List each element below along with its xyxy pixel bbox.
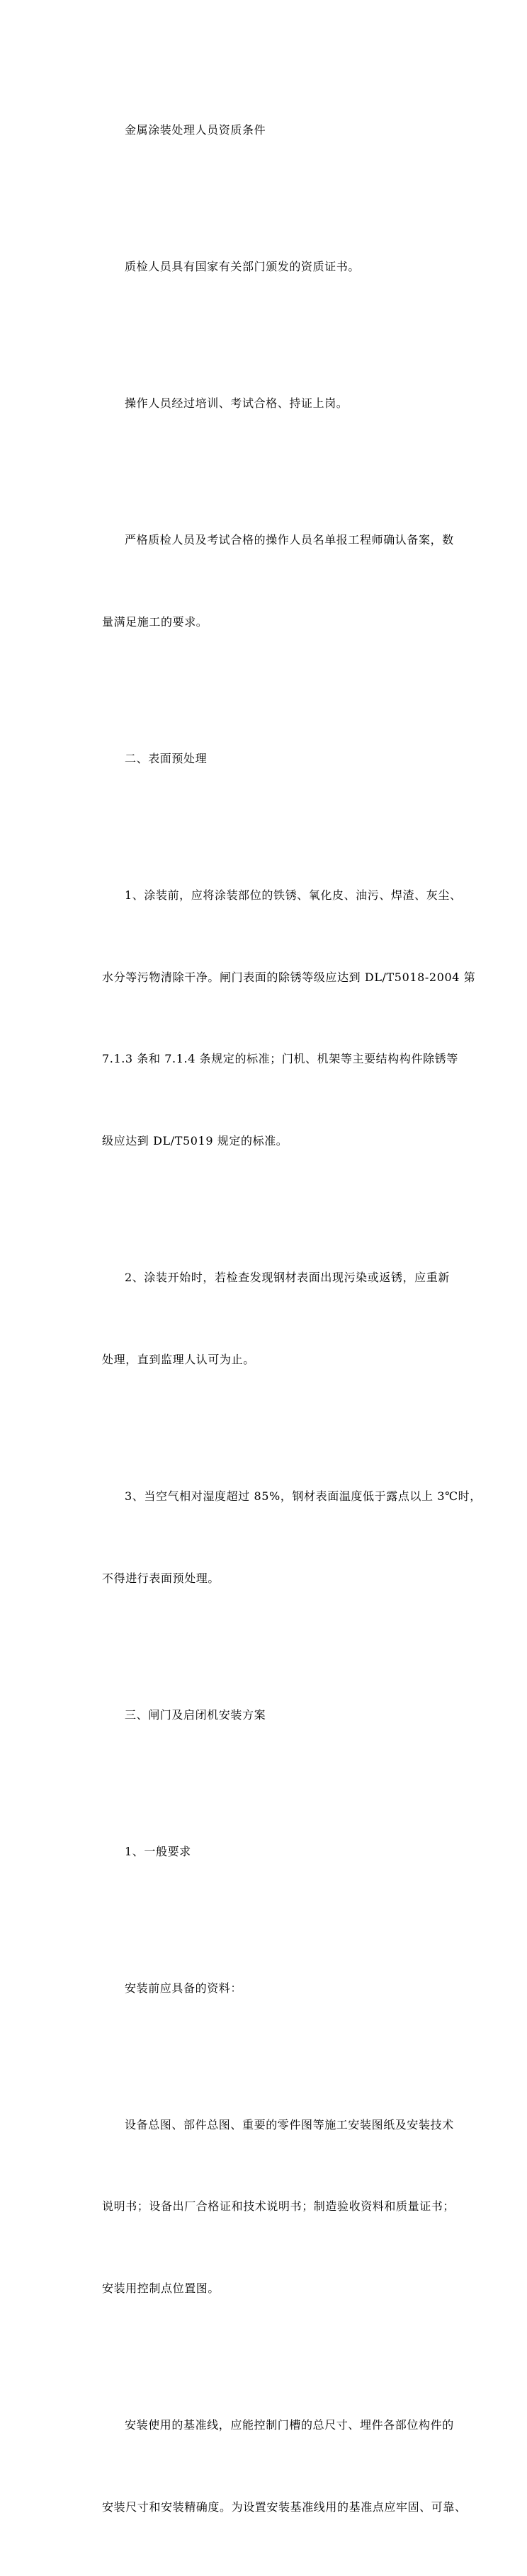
text-line: 处理，直到监理人认可为止。 — [102, 1352, 255, 1366]
section-heading-surface-pretreatment — [79, 691, 448, 828]
subsection-heading-general-requirements — [79, 1783, 448, 1920]
text-line: 安装用控制点位置图。 — [102, 2282, 220, 2296]
paragraph-pretreatment-item-3 — [79, 1429, 482, 1647]
paragraph-staff-list-filing — [79, 472, 454, 691]
text-line: 水分等污物清除干净。闸门表面的除锈等级应达到 DL/T5018-2004 第 — [102, 970, 476, 984]
text-line: 设备总图、部件总图、重要的零件图等施工安装图纸及安装技术 — [125, 2117, 454, 2131]
paragraph-qualification-title — [79, 62, 448, 199]
paragraph-pretreatment-item-2 — [79, 1210, 448, 1429]
text-line: 3、当空气相对湿度超过 85%，钢材表面温度低于露点以上 3℃时， — [125, 1489, 482, 1503]
section-heading-gate-installation — [79, 1647, 448, 1783]
text-line: 说明书；设备出厂合格证和技术说明书；制造验收资料和质量证书； — [102, 2199, 455, 2214]
text-line: 安装前应具备的资料： — [125, 1981, 243, 1995]
text-line: 2、涂装开始时，若检查发现钢材表面出现污染或返锈，应重新 — [125, 1271, 450, 1285]
text-line: 安装使用的基准线，应能控制门槽的总尺寸、埋件各部位构件的 — [125, 2418, 454, 2432]
text-line: 二、表面预处理 — [125, 751, 208, 765]
document-body — [79, 62, 482, 2576]
text-line: 级应达到 DL/T5019 规定的标准。 — [102, 1134, 288, 1148]
text-line: 7.1.3 条和 7.1.4 条规定的标准；门机、机架等主要结构构件除锈等 — [102, 1052, 458, 1066]
text-line: 质检人员具有国家有关部门颁发的资质证书。 — [125, 260, 361, 274]
text-line: 操作人员经过培训、考试合格、持证上岗。 — [125, 396, 348, 411]
paragraph-required-materials — [79, 1920, 448, 2056]
paragraph-operator-training — [79, 336, 448, 472]
text-line: 1、一般要求 — [125, 1844, 191, 1858]
text-line: 金属涂装处理人员资质条件 — [125, 123, 266, 137]
text-line: 严格质检人员及考试合格的操作人员名单报工程师确认备案，数 — [125, 533, 454, 547]
paragraph-inspector-certificate — [79, 199, 448, 336]
text-line: 1、涂装前，应将涂装部位的铁锈、氧化皮、油污、焊渣、灰尘、 — [125, 888, 462, 902]
paragraph-reference-line — [79, 2357, 467, 2576]
paragraph-drawings-list — [79, 2056, 455, 2357]
text-line: 安装尺寸和安装精确度。为设置安装基准线用的基准点应牢固、可靠、 — [102, 2500, 467, 2514]
text-line: 不得进行表面预处理。 — [102, 1571, 220, 1585]
paragraph-pretreatment-item-1 — [79, 828, 476, 1210]
text-line: 量满足施工的要求。 — [102, 614, 208, 629]
text-line: 三、闸门及启闭机安装方案 — [125, 1707, 266, 1722]
